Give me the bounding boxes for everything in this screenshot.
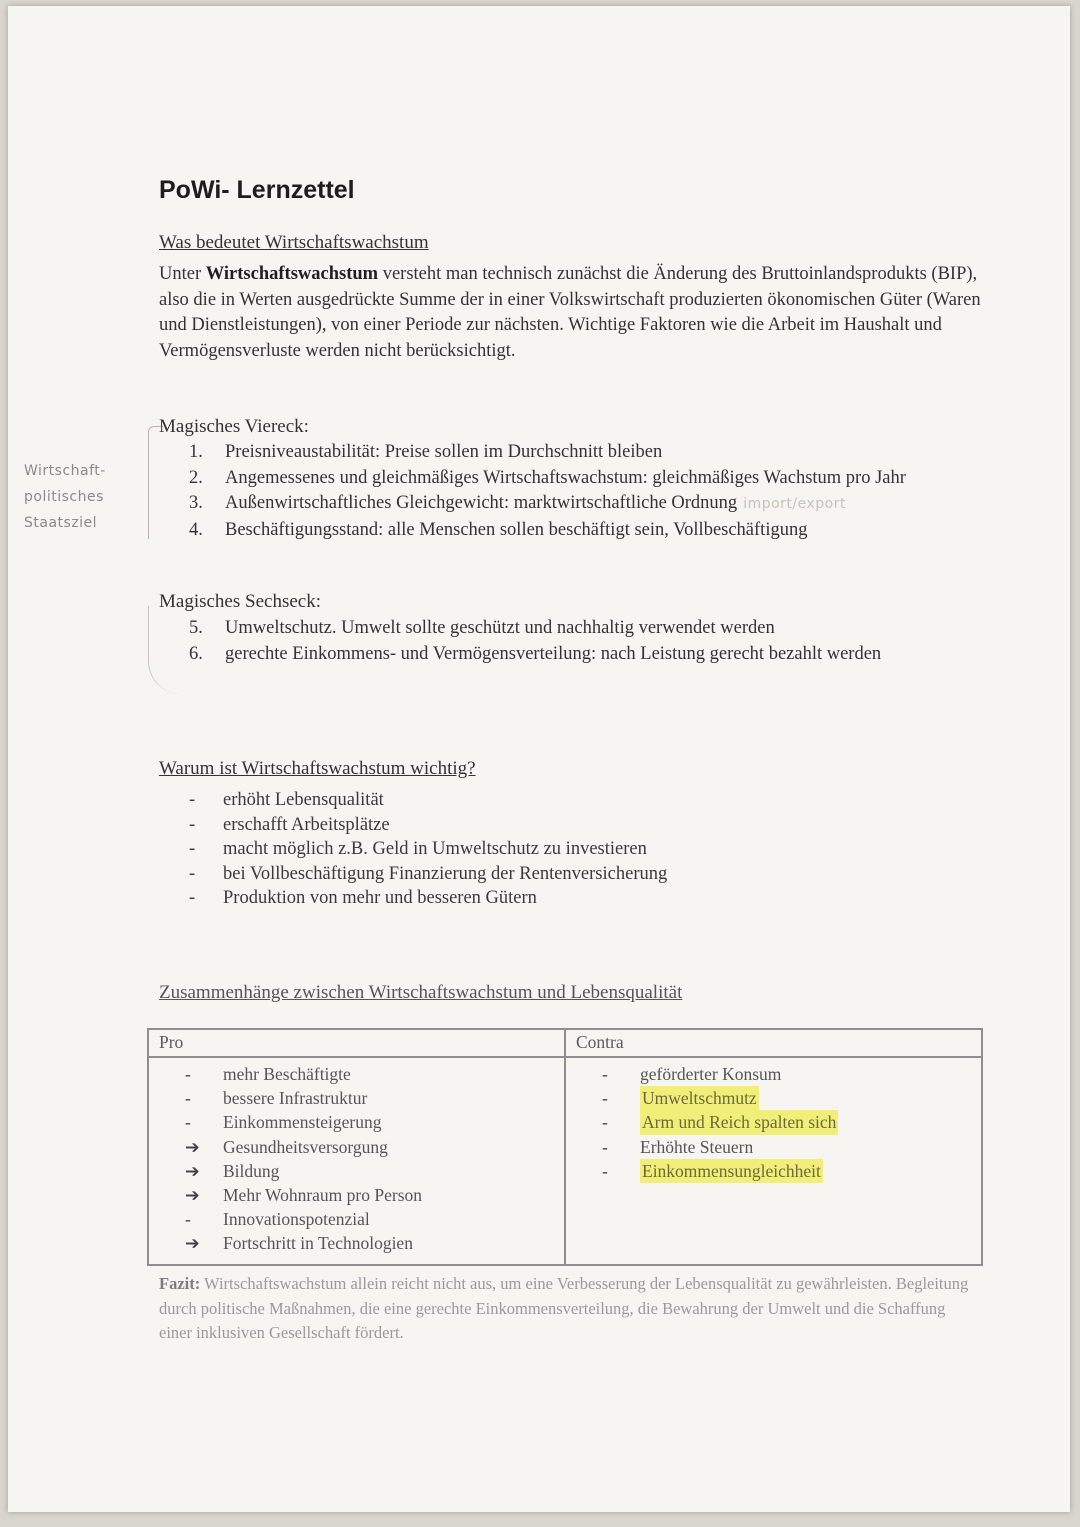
list-item: - erhöht Lebensqualität [189, 788, 667, 813]
pencil-bracket [148, 426, 163, 539]
item-text: Umweltschutz. Umwelt sollte geschützt und nachhaltig verwendet werden [225, 618, 775, 638]
contra-list [566, 1062, 981, 1183]
section-heading-wirtschaftswachstum: Was bedeutet Wirtschaftswachstum [159, 232, 429, 253]
contra-item: - Erhöhte Steuern [602, 1136, 754, 1157]
item-text: Beschäftigungsstand: alle Menschen sollen beschäftigt sein, Vollbeschäftigung [225, 519, 808, 540]
contra-item: - geförderter Konsum [602, 1064, 782, 1084]
fazit-text: Wirtschaftswachstum allein reicht nicht aus, um eine Verbesserung der Lebensqualität zu gewährleisten. Begleitung durch politische Maßnahmen, die eine gerechte Einkommensverteilung, die Bewahrung der Umwelt und die Schaffung einer inklusiven Gesellschaft fördert. [159, 1274, 969, 1342]
item-text: erschafft Arbeitsplätze [223, 814, 390, 835]
fazit-paragraph [159, 1272, 974, 1346]
list-item: - erschafft Arbeitsplätze [189, 813, 667, 838]
pro-item: ➔ Mehr Wohnraum pro Person [185, 1185, 423, 1206]
viereck-label: Magisches Viereck: [159, 416, 309, 437]
item-text: Außenwirtschaftliches Gleichgewicht: marktwirtschaftliche Ordnung [225, 493, 738, 513]
contra-item: - Umweltschmutz [602, 1086, 981, 1110]
highlighted-text: Umweltschmutz [640, 1086, 759, 1110]
list-item: - macht möglich z.B. Geld in Umweltschutz zu investieren [189, 837, 667, 862]
pro-list [149, 1062, 564, 1256]
margin-note-line: Staatsziel [24, 515, 98, 531]
item-number: 4. [189, 519, 203, 540]
margin-note-line: politisches [24, 489, 104, 505]
paper-sheet [8, 6, 1070, 1512]
contra-cell [565, 1057, 982, 1265]
list-item: - Produktion von mehr und besseren Gütern [189, 886, 667, 911]
item-text: bei Vollbeschäftigung Finanzierung der Rentenversicherung [223, 863, 668, 884]
list-item [189, 518, 989, 544]
fazit-label: Fazit: [159, 1274, 201, 1293]
viereck-list [189, 440, 989, 543]
pro-item: - Innovationspotenzial [185, 1209, 370, 1230]
item-text: Produktion von mehr und besseren Gütern [223, 888, 537, 908]
sechseck-label: Magisches Sechseck: [159, 591, 321, 612]
item-text: gerechte Einkommens- und Vermögensverteilung: nach Leistung gerecht bezahlt werden [225, 643, 882, 664]
definition-paragraph [159, 262, 999, 364]
list-item [189, 440, 989, 466]
pro-item: ➔ Bildung [185, 1160, 280, 1181]
item-number: 3. [189, 493, 203, 513]
pencil-bracket [148, 606, 181, 694]
pro-item: - Einkommensteigerung [185, 1112, 382, 1133]
pro-item: ➔ Gesundheitsversorgung [185, 1136, 388, 1157]
handwritten-note: import/export [743, 496, 846, 512]
item-number: 1. [189, 442, 203, 462]
item-number: 5. [189, 618, 203, 638]
contra-item: - Arm und Reich spalten sich [602, 1110, 981, 1134]
section-heading-warum: Warum ist Wirtschaftswachstum wichtig? [159, 758, 476, 779]
contra-header: Contra [565, 1029, 982, 1057]
item-text: macht möglich z.B. Geld in Umweltschutz zu investieren [223, 839, 647, 859]
margin-note-line: Wirtschaft- [24, 463, 106, 479]
pro-cell [148, 1057, 565, 1265]
pro-header: Pro [148, 1029, 565, 1057]
list-item [189, 616, 949, 642]
item-text: Angemessenes und gleichmäßiges Wirtschaftswachstum: gleichmäßiges Wachstum pro Jahr [225, 467, 906, 488]
list-item: - bei Vollbeschäftigung Finanzierung der Rentenversicherung [189, 862, 667, 887]
page-title: PoWi- Lernzettel [159, 176, 355, 204]
list-item [189, 642, 949, 668]
sechseck-list [189, 616, 949, 667]
pro-item: - bessere Infrastruktur [185, 1088, 368, 1109]
reasons-list [189, 788, 667, 911]
pro-contra-table [147, 1028, 983, 1266]
definition-text: versteht man technisch zunächst die Änderung des Bruttoinlandsprodukts (BIP), also die in Werten ausgedrückte Summe der in einer Volkswirtschaft produzierten ökonomischen Güter (Waren und Dienstleistungen), von einer Periode zur nächsten. Wichtige Faktoren wie die Arbeit im Haushalt und Vermögensverluste werden nicht berücksichtigt. [159, 264, 981, 361]
highlighted-text: Arm und Reich spalten sich [640, 1110, 838, 1134]
pro-item: ➔ Fortschritt in Technologien [185, 1233, 413, 1254]
item-text: Preisniveaustabilität: Preise sollen im Durchschnitt bleiben [225, 442, 663, 462]
pro-item: - mehr Beschäftigte [185, 1064, 351, 1084]
highlighted-text: Einkommensungleichheit [640, 1159, 823, 1183]
item-number: 6. [189, 643, 203, 664]
definition-text-start: Unter [159, 264, 206, 284]
section-heading-zusammenhaenge: Zusammenhänge zwischen Wirtschaftswachstum und Lebensqualität [159, 982, 683, 1003]
item-text: erhöht Lebensqualität [223, 790, 384, 810]
item-number: 2. [189, 467, 203, 488]
handwritten-margin-note [24, 458, 106, 536]
contra-item: - Einkommensungleichheit [602, 1159, 981, 1183]
list-item [189, 466, 989, 492]
definition-term: Wirtschaftswachstum [205, 264, 379, 284]
list-item [189, 491, 989, 518]
